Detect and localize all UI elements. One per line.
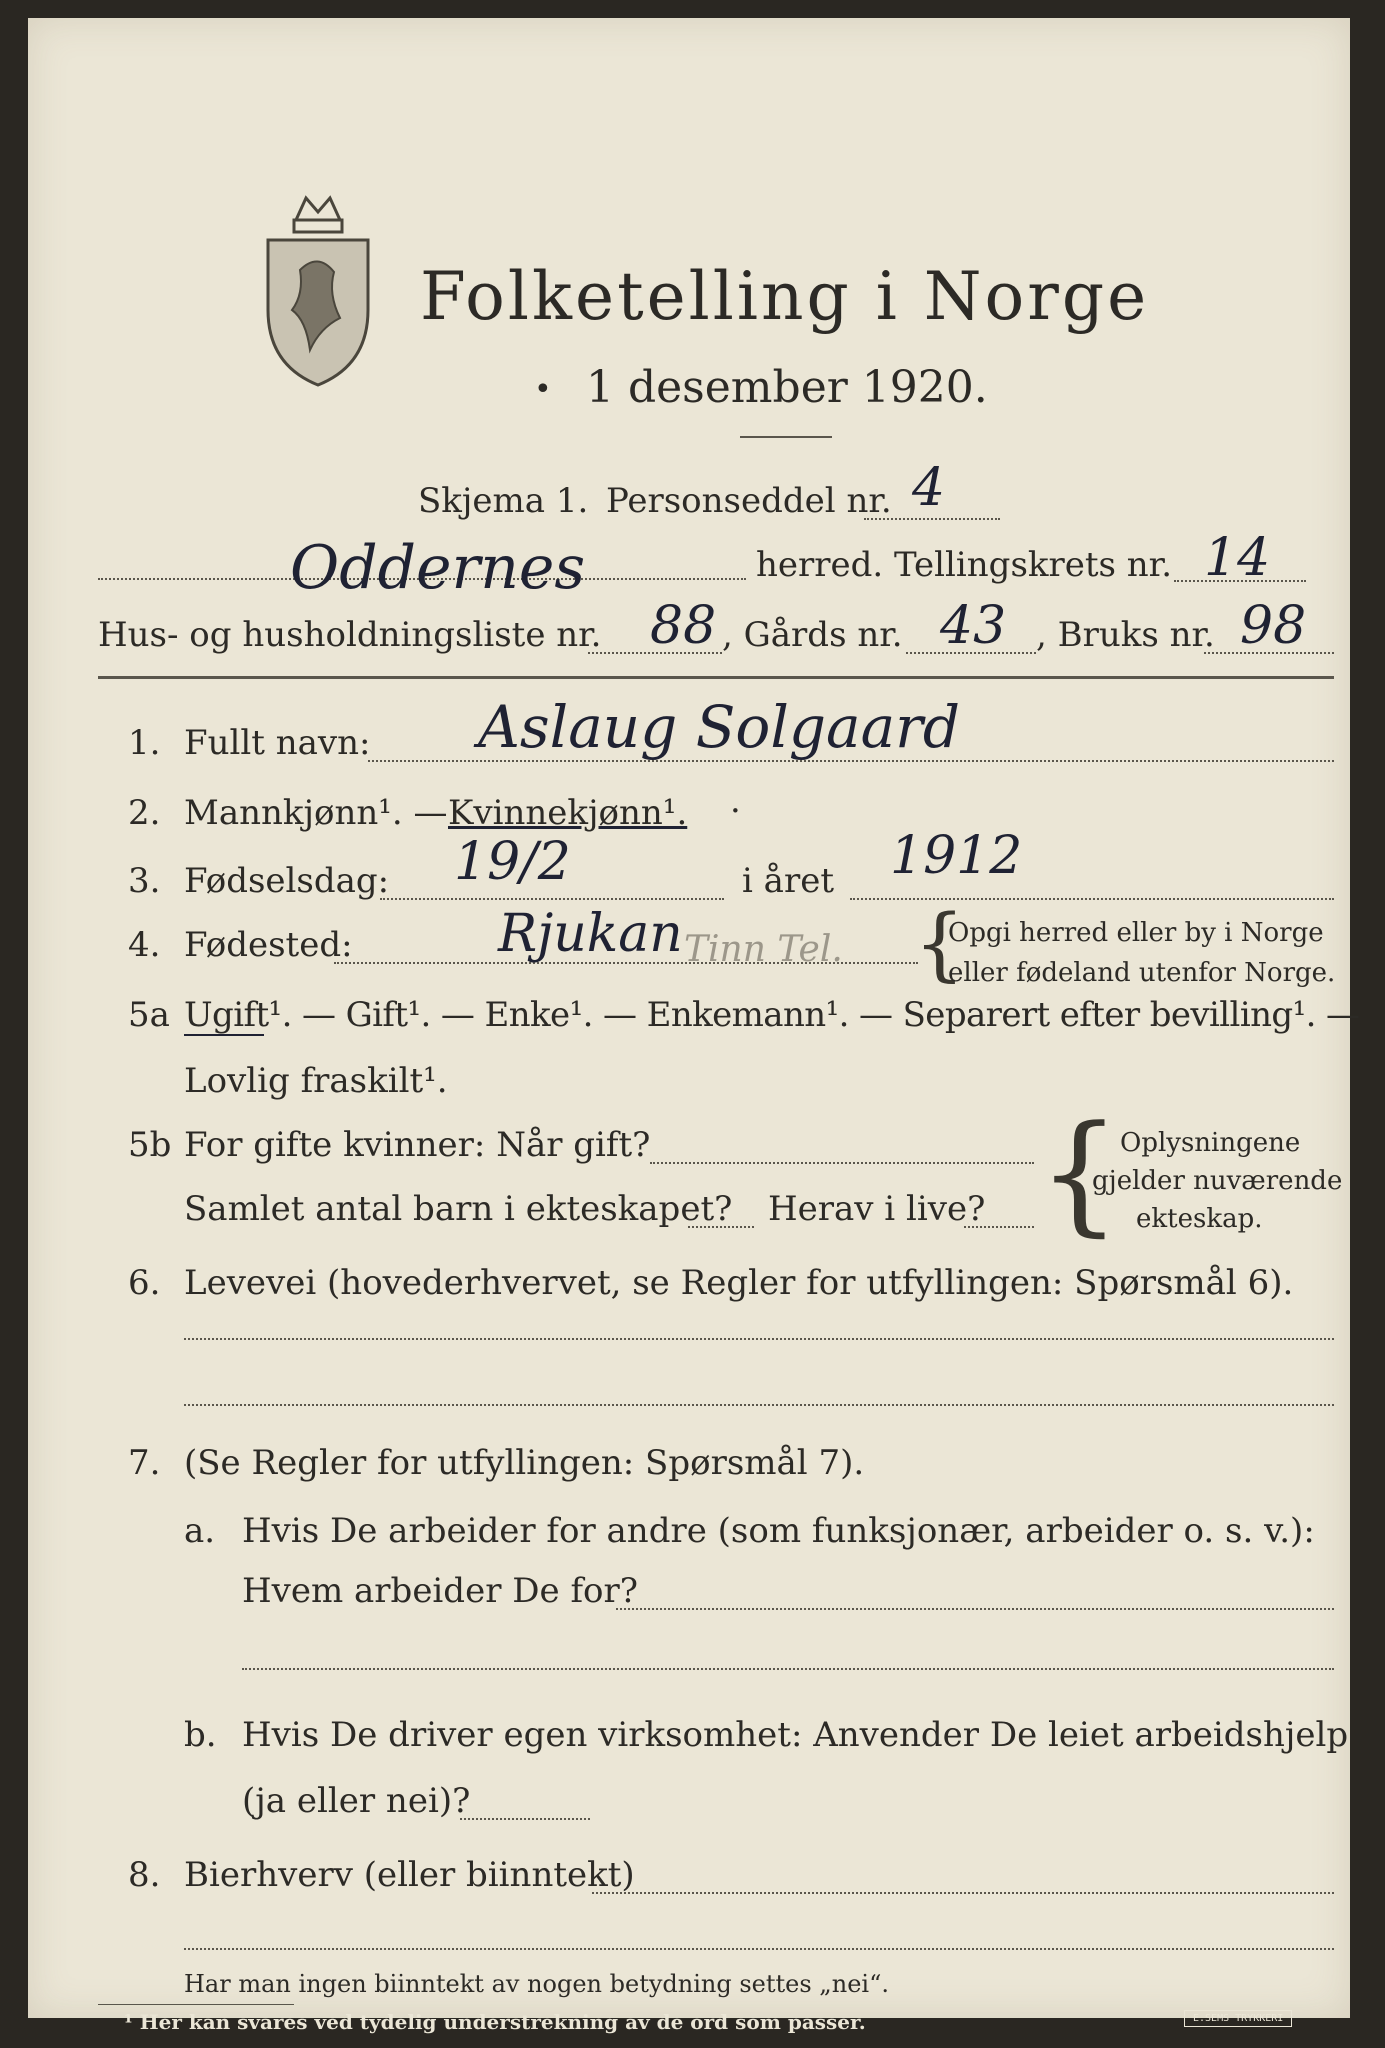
q1-label: Fullt navn: [184, 723, 371, 763]
personseddel-line [864, 518, 1000, 520]
hus-value[interactable]: 88 [650, 596, 717, 656]
gards-label: , Gårds nr. [722, 615, 903, 655]
q7b-number: b. [184, 1715, 217, 1755]
q4-hint-line1: Opgi herred eller by i Norge [948, 918, 1324, 948]
tellingskrets-value[interactable]: 14 [1204, 528, 1271, 588]
q8-line2[interactable] [184, 1948, 1334, 1950]
q5b-when-line [650, 1162, 1034, 1164]
q7-number: 7. [128, 1443, 161, 1483]
header-divider [98, 676, 1334, 679]
q8-number: 8. [128, 1855, 161, 1895]
q1-value[interactable]: Aslaug Solgaard [478, 693, 961, 761]
q5a-line2: Lovlig fraskilt¹. [184, 1061, 448, 1101]
title-divider [740, 436, 832, 438]
q2-trailing-mark: · [730, 791, 741, 831]
q8-line1[interactable] [592, 1892, 1334, 1894]
census-form-sheet [28, 18, 1360, 2018]
q5a-line1: Ugift¹. — Gift¹. — Enke¹. — Enkemann¹. — Separert efter bevilling¹. — [184, 995, 1360, 1035]
q3-day-value[interactable]: 19/2 [454, 832, 571, 892]
q5b-note1: Oplysningene [1120, 1128, 1301, 1158]
q3-number: 3. [128, 861, 161, 901]
q5a-ugift-underline [184, 1034, 264, 1036]
q3-day-line [380, 898, 724, 900]
footer-note: Har man ingen biinntekt av nogen betydning settes „nei“. [184, 1970, 889, 1998]
q3-label: Fødselsdag: [184, 861, 390, 901]
q7a-number: a. [184, 1511, 216, 1551]
q5b-note3: ekteskap. [1136, 1204, 1263, 1234]
q4-hint-line2: eller fødeland utenfor Norge. [948, 958, 1336, 988]
coat-of-arms-icon [258, 190, 378, 390]
census-date: 1 desember 1920. [586, 362, 988, 413]
q7a-extra-line[interactable] [242, 1668, 1334, 1670]
q4-label: Fødested: [184, 925, 353, 965]
q5b-alive-line [964, 1226, 1034, 1228]
personseddel-label: Personseddel nr. [606, 481, 892, 521]
q5a-number: 5a [128, 995, 170, 1035]
q7a-employer-line[interactable] [616, 1608, 1334, 1610]
q7b-line2: (ja eller nei)? [242, 1781, 471, 1821]
q7a-line2: Hvem arbeider De for? [242, 1571, 638, 1611]
q4-number: 4. [128, 925, 161, 965]
q5b-children-line [688, 1226, 754, 1228]
q5b-line1: For gifte kvinner: Når gift? [184, 1125, 651, 1165]
q7b-line1: Hvis De driver egen virksomhet: Anvender De leiet arbeidshjelp [242, 1715, 1349, 1755]
q7-label: (Se Regler for utfyllingen: Spørsmål 7). [184, 1443, 865, 1483]
personseddel-value[interactable]: 4 [912, 458, 946, 518]
q6-number: 6. [128, 1263, 161, 1303]
q2-female: Kvinnekjønn¹. [448, 793, 688, 833]
bruks-label: , Bruks nr. [1036, 615, 1215, 655]
q4-value[interactable]: Rjukan [498, 904, 683, 964]
footnote: ¹ Her kan svares ved tydelig understrekning av de ord som passer. [124, 2010, 866, 2034]
schema-label: Skjema 1. [418, 481, 589, 521]
form-title: Folketelling i Norge [420, 258, 1150, 335]
q5b-line2a: Samlet antal barn i ekteskapet? [184, 1189, 733, 1229]
q7a-line1: Hvis De arbeider for andre (som funksjonær, arbeider o. s. v.): [242, 1511, 1315, 1551]
q6-line1[interactable] [184, 1338, 1334, 1340]
q1-number: 1. [128, 723, 161, 763]
date-bullet: • [534, 372, 552, 407]
hus-label: Hus- og husholdningsliste nr. [98, 615, 602, 655]
footnote-divider [98, 2004, 294, 2005]
q4-note-value[interactable]: Tinn Tel. [684, 929, 843, 970]
q2-number: 2. [128, 793, 161, 833]
q5b-number: 5b [128, 1125, 172, 1165]
q5b-note2: gjelder nuværende [1092, 1166, 1343, 1196]
q4-brace: { [914, 897, 965, 990]
q3-year-label: i året [742, 861, 834, 901]
tellingskrets-label: Tellingskrets nr. [894, 545, 1173, 585]
gards-value[interactable]: 43 [940, 596, 1007, 656]
q7b-answer-line[interactable] [460, 1818, 590, 1820]
herred-label: herred. [756, 545, 884, 585]
q6-line2[interactable] [184, 1404, 1334, 1406]
q6-label: Levevei (hovederhvervet, se Regler for utfyllingen: Spørsmål 6). [184, 1263, 1294, 1303]
q3-year-value[interactable]: 1912 [890, 826, 1023, 886]
herred-value[interactable]: Oddernes [290, 533, 586, 603]
q2-male: Mannkjønn¹. — [184, 793, 448, 833]
bruks-value[interactable]: 98 [1240, 596, 1307, 656]
q8-label: Bierhverv (eller biinntekt) [184, 1855, 635, 1895]
q5b-line2b: Herav i live? [768, 1189, 986, 1229]
q5b-brace: { [1038, 1097, 1121, 1249]
printer-stamp: E.SEMS TRYKKERI [1184, 2010, 1292, 2027]
